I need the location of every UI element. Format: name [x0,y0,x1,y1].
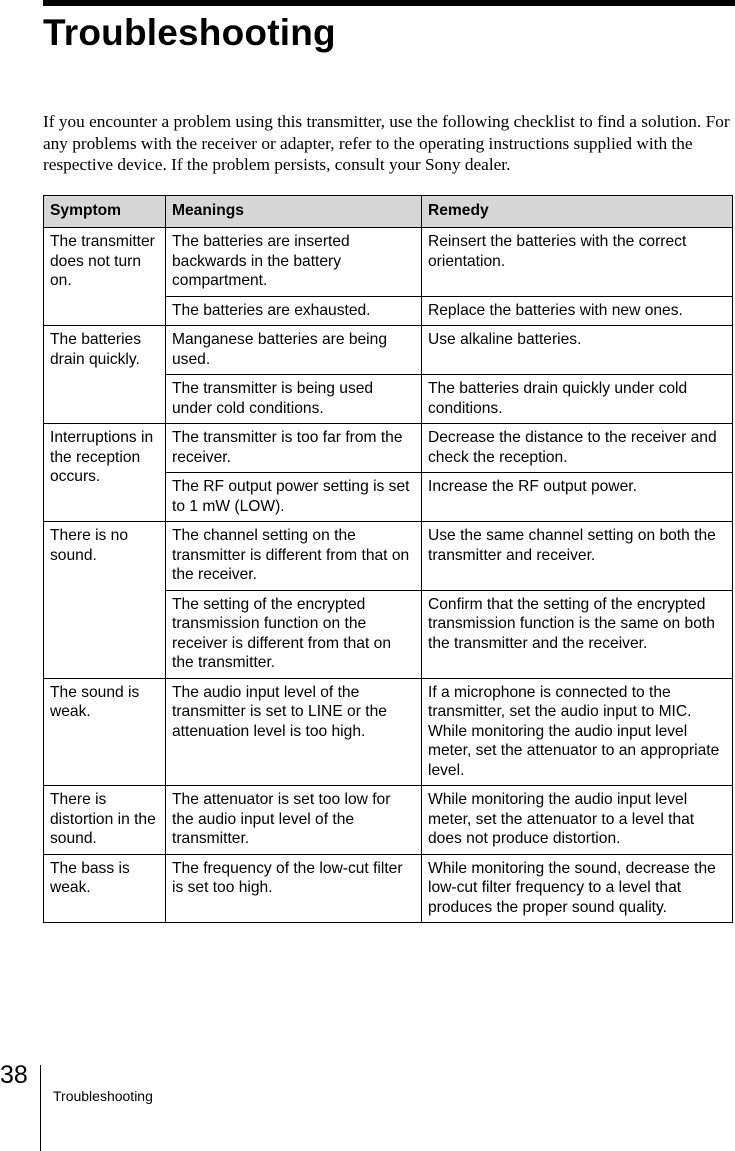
meaning-cell: The channel setting on the transmitter is different from that on the receiver. [166,522,422,591]
remedy-cell: Use the same channel setting on both the transmitter and receiver. [422,522,733,591]
symptom-cell: The batteries drain quickly. [44,326,166,424]
meaning-cell: The attenuator is set too low for the audio input level of the transmitter. [166,786,422,855]
remedy-cell: While monitoring the audio input level meter, set the attenuator to a level that does not produce distortion. [422,786,733,855]
symptom-cell: The bass is weak. [44,854,166,923]
table-row [44,522,733,591]
symptom-cell: There is no sound. [44,522,166,679]
top-rule [43,0,735,6]
meaning-cell: The transmitter is too far from the receiver. [166,424,422,473]
remedy-cell: Use alkaline batteries. [422,326,733,375]
meaning-cell: The frequency of the low-cut filter is set too high. [166,854,422,923]
table-row [44,424,733,473]
header-meanings: Meanings [166,196,422,228]
meaning-cell: The transmitter is being used under cold conditions. [166,375,422,424]
meaning-cell: Manganese batteries are being used. [166,326,422,375]
meaning-cell: The batteries are inserted backwards in the battery compartment. [166,228,422,297]
footer-section-label: Troubleshooting [53,1088,153,1104]
remedy-cell: Reinsert the batteries with the correct orientation. [422,228,733,297]
page-number: 38 [0,1061,28,1089]
meaning-cell: The batteries are exhausted. [166,296,422,326]
intro-paragraph: If you encounter a problem using this transmitter, use the following checklist to find a solution. For any problems with the receiver or adapter, refer to the operating instructions supplied with the respective device. If the problem persists, consult your Sony dealer. [43,112,730,174]
meaning-cell: The setting of the encrypted transmission function on the receiver is different from that on the transmitter. [166,590,422,678]
symptom-cell: The sound is weak. [44,678,166,786]
table-row [44,854,733,923]
remedy-cell: Replace the batteries with new ones. [422,296,733,326]
remedy-cell: Increase the RF output power. [422,473,733,522]
symptom-cell: The transmitter does not turn on. [44,228,166,326]
page-title: Troubleshooting [43,12,336,53]
table-row [44,228,733,297]
remedy-cell: If a microphone is connected to the transmitter, set the audio input to MIC. While monitoring the audio input level meter, set the attenuator to an appropriate level. [422,678,733,786]
symptom-cell: Interruptions in the reception occurs. [44,424,166,522]
footer-divider [40,1065,41,1151]
remedy-cell: While monitoring the sound, decrease the low-cut filter frequency to a level that produces the proper sound quality. [422,854,733,923]
remedy-cell: Decrease the distance to the receiver and check the reception. [422,424,733,473]
symptom-cell: There is distortion in the sound. [44,786,166,855]
remedy-cell: The batteries drain quickly under cold conditions. [422,375,733,424]
troubleshooting-table [43,195,733,923]
table-row [44,786,733,855]
header-remedy: Remedy [422,196,733,228]
remedy-cell: Confirm that the setting of the encrypted transmission function is the same on both the transmitter and the receiver. [422,590,733,678]
table-header-row [44,196,733,228]
table-row [44,326,733,375]
header-symptom: Symptom [44,196,166,228]
table-row [44,678,733,786]
meaning-cell: The RF output power setting is set to 1 mW (LOW). [166,473,422,522]
meaning-cell: The audio input level of the transmitter is set to LINE or the attenuation level is too high. [166,678,422,786]
